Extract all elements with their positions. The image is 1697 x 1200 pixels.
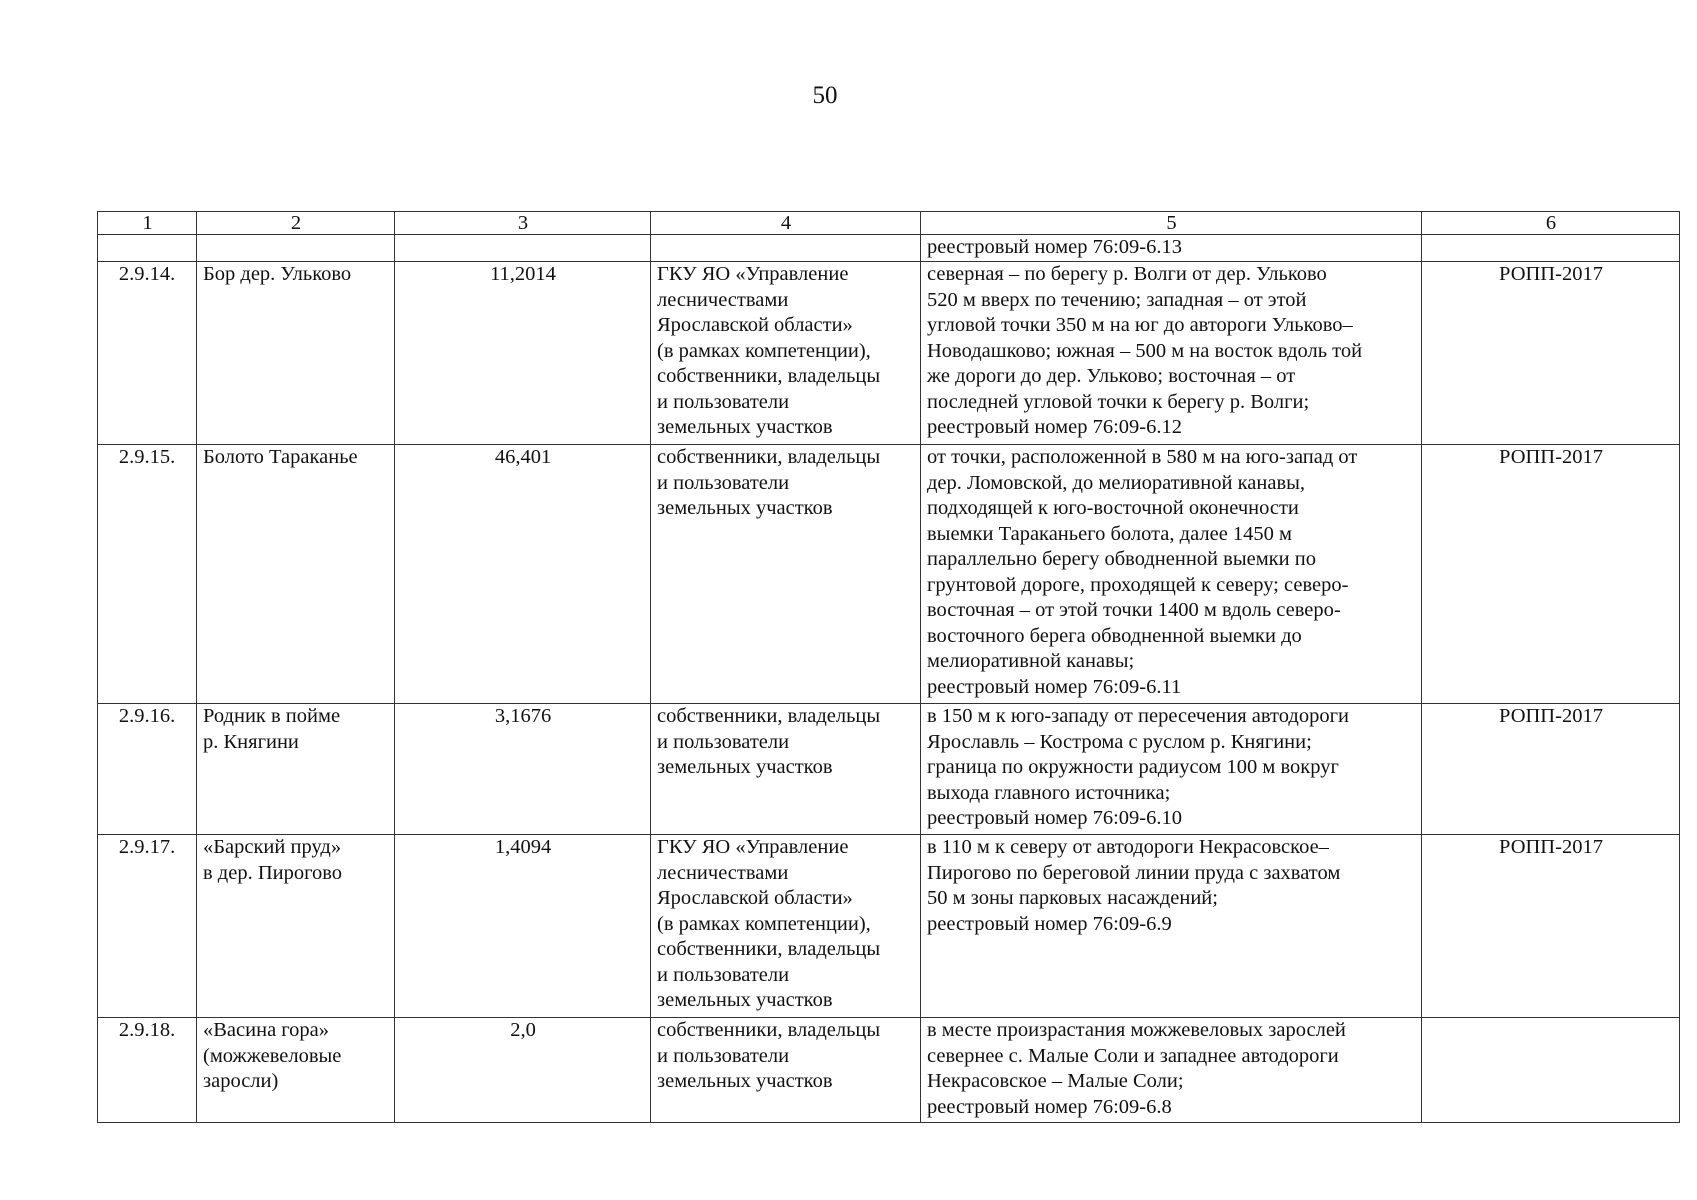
column-header: 1 <box>98 212 197 235</box>
site-owners: собственники, владельцы и пользователи земельных участков <box>651 445 921 704</box>
row-number: 2.9.15. <box>98 445 197 704</box>
site-name: «Барский пруд» в дер. Пирогово <box>197 835 395 1018</box>
site-area: 11,2014 <box>395 262 651 445</box>
site-source <box>1422 1018 1680 1123</box>
row-number: 2.9.17. <box>98 835 197 1018</box>
site-boundary: в 110 м к северу от автодороги Некрасовское– Пирогово по береговой линии пруда с захватом 50 м зоны парковых насаждений; реестровый номер 76:09-6.9 <box>921 835 1422 1018</box>
site-name <box>197 235 395 262</box>
column-header: 5 <box>921 212 1422 235</box>
page-number: 50 <box>812 82 838 109</box>
site-area: 1,4094 <box>395 835 651 1018</box>
table-row <box>98 235 1680 262</box>
site-source: РОПП-2017 <box>1422 262 1680 445</box>
site-owners: собственники, владельцы и пользователи земельных участков <box>651 704 921 835</box>
table-row <box>98 445 1680 704</box>
site-area: 2,0 <box>395 1018 651 1123</box>
site-name: «Васина гора» (можжевеловые заросли) <box>197 1018 395 1123</box>
column-header: 6 <box>1422 212 1680 235</box>
site-boundary: от точки, расположенной в 580 м на юго-запад от дер. Ломовской, до мелиоративной канавы, подходящей к юго-восточной оконечности выемки Тараканьего болота, далее 1450 м параллельно берегу обводненной выемки по грунтовой дороге, проходящей к северу; северо- восточная – от этой точки 1400 м вдоль северо- восточного берега обводненной выемки до мелиоративной канавы; реестровый номер 76:09-6.11 <box>921 445 1422 704</box>
site-owners <box>651 235 921 262</box>
row-number: 2.9.14. <box>98 262 197 445</box>
site-area: 3,1676 <box>395 704 651 835</box>
site-area: 46,401 <box>395 445 651 704</box>
column-header: 3 <box>395 212 651 235</box>
site-owners: ГКУ ЯО «Управление лесничествами Ярославской области» (в рамках компетенции), собственники, владельцы и пользователи земельных участков <box>651 262 921 445</box>
site-name: Болото Тараканье <box>197 445 395 704</box>
table-row <box>98 262 1680 445</box>
row-number: 2.9.18. <box>98 1018 197 1123</box>
protected-areas-table <box>97 211 1680 1123</box>
column-number-row <box>98 212 1680 235</box>
site-source <box>1422 235 1680 262</box>
row-number: 2.9.16. <box>98 704 197 835</box>
site-source: РОПП-2017 <box>1422 704 1680 835</box>
site-boundary: реестровый номер 76:09-6.13 <box>921 235 1422 262</box>
site-boundary: северная – по берегу р. Волги от дер. Ульково 520 м вверх по течению; западная – от этой угловой точки 350 м на юг до автороги Ульково– Новодашково; южная – 500 м на восток вдоль той же дороги до дер. Ульково; восточная – от последней угловой точки к берегу р. Волги; реестровый номер 76:09-6.12 <box>921 262 1422 445</box>
row-number <box>98 235 197 262</box>
table-row <box>98 704 1680 835</box>
site-boundary: в месте произрастания можжевеловых зарослей севернее с. Малые Соли и западнее автодороги Некрасовское – Малые Соли; реестровый номер 76:09-6.8 <box>921 1018 1422 1123</box>
table-row <box>98 835 1680 1018</box>
site-owners: ГКУ ЯО «Управление лесничествами Ярославской области» (в рамках компетенции), собственники, владельцы и пользователи земельных участков <box>651 835 921 1018</box>
site-owners: собственники, владельцы и пользователи земельных участков <box>651 1018 921 1123</box>
table-row <box>98 1018 1680 1123</box>
column-header: 4 <box>651 212 921 235</box>
site-name: Бор дер. Ульково <box>197 262 395 445</box>
column-header: 2 <box>197 212 395 235</box>
site-name: Родник в пойме р. Княгини <box>197 704 395 835</box>
site-source: РОПП-2017 <box>1422 445 1680 704</box>
site-boundary: в 150 м к юго-западу от пересечения автодороги Ярославль – Кострома с руслом р. Княгини; граница по окружности радиусом 100 м вокруг выхода главного источника; реестровый номер 76:09-6.10 <box>921 704 1422 835</box>
site-area <box>395 235 651 262</box>
site-source: РОПП-2017 <box>1422 835 1680 1018</box>
